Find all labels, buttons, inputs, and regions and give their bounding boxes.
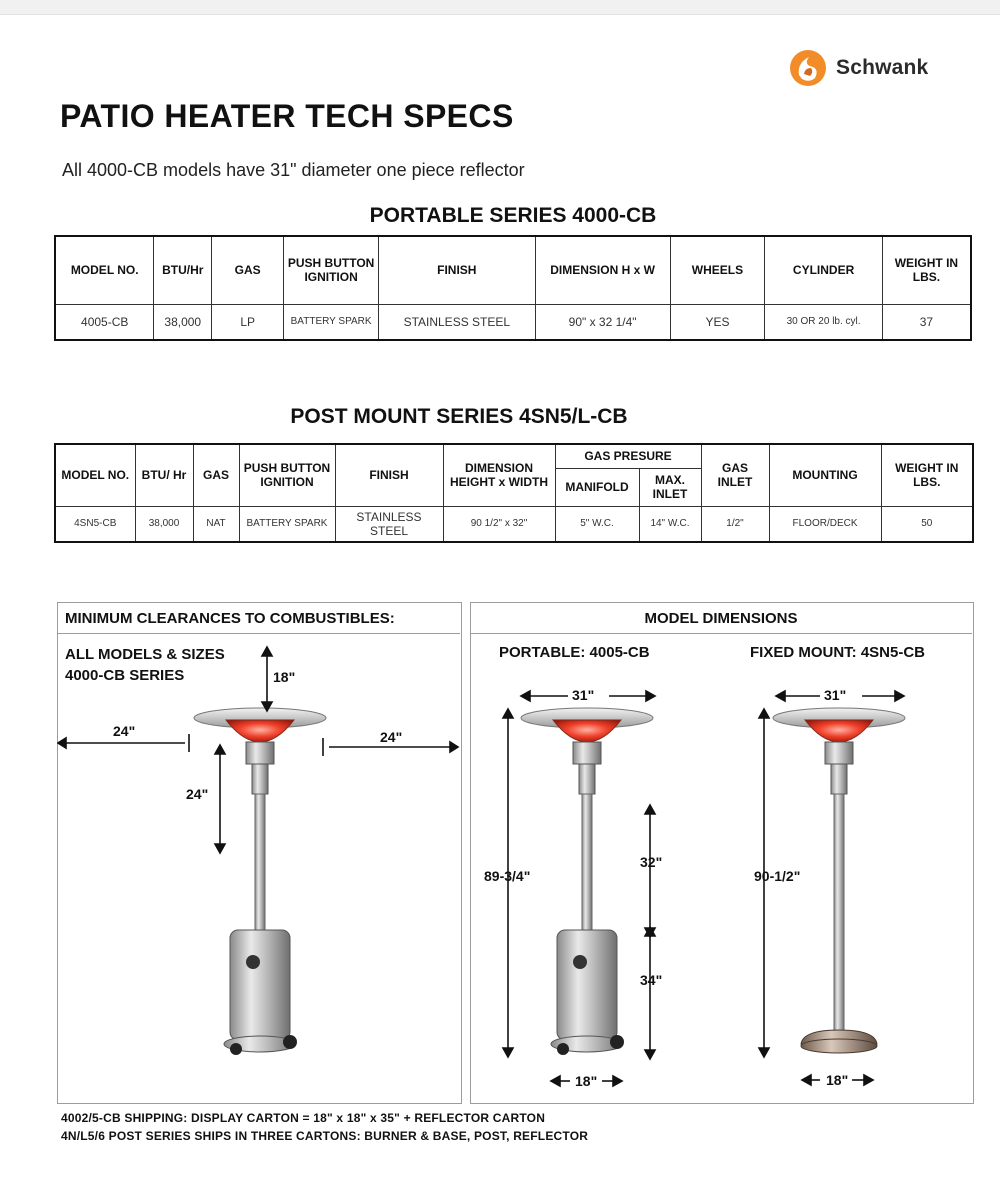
postmount-spec-table — [54, 443, 974, 543]
cell-max-inlet: 14" W.C. — [639, 506, 701, 542]
cell-gas: NAT — [193, 506, 239, 542]
portable-spec-table — [54, 235, 972, 341]
cell-finish: STAINLESS STEEL — [335, 506, 443, 542]
col-btu: BTU/ Hr — [135, 444, 193, 506]
portable-upper-value: 32" — [640, 854, 663, 870]
col-dimension: DIMENSION HEIGHT x WIDTH — [443, 444, 555, 506]
shipping-note-2: 4N/L5/6 POST SERIES SHIPS IN THREE CARTONS: BURNER & BASE, POST, REFLECTOR — [61, 1129, 589, 1143]
dimensions-heading: MODEL DIMENSIONS — [644, 610, 798, 627]
cell-mounting: FLOOR/DECK — [769, 506, 881, 542]
col-weight: WEIGHT IN LBS. — [882, 236, 971, 304]
portable-width-value: 31" — [572, 687, 595, 703]
portable-base-value: 18" — [575, 1073, 598, 1089]
col-ignition: PUSH BUTTON IGNITION — [239, 444, 335, 506]
cell-ignition: BATTERY SPARK — [239, 506, 335, 542]
cell-weight: 37 — [882, 304, 971, 340]
clearance-arrows — [57, 640, 460, 870]
clearance-below-value: 24" — [186, 786, 209, 802]
col-gas: GAS — [212, 236, 284, 304]
postmount-series-heading: POST MOUNT SERIES 4SN5/L-CB — [290, 405, 628, 428]
clearances-line2: 4000-CB SERIES — [65, 667, 185, 684]
clearances-heading: MINIMUM CLEARANCES TO COMBUSTIBLES: — [65, 610, 395, 627]
col-weight: WEIGHT IN LBS. — [881, 444, 973, 506]
brand-name: Schwank — [836, 56, 929, 79]
col-max-inlet: MAX. INLET — [639, 468, 701, 506]
clearances-line1: ALL MODELS & SIZES — [65, 646, 225, 663]
cell-gas: LP — [212, 304, 284, 340]
fixed-width-value: 31" — [824, 687, 847, 703]
col-finish: FINISH — [335, 444, 443, 506]
portable-series-heading: PORTABLE SERIES 4000-CB — [369, 204, 657, 227]
top-band — [0, 0, 1000, 15]
clearances-divider — [58, 633, 460, 634]
cell-finish: STAINLESS STEEL — [379, 304, 536, 340]
cell-cylinder: 30 OR 20 lb. cyl. — [765, 304, 882, 340]
col-finish: FINISH — [379, 236, 536, 304]
fixed-height-value: 90-1/2" — [754, 868, 801, 884]
portable-height-value: 89-3/4" — [484, 868, 531, 884]
cell-btu: 38,000 — [154, 304, 212, 340]
fixed-dimension-label: FIXED MOUNT: 4SN5-CB — [750, 644, 926, 661]
cell-dimension: 90" x 32 1/4" — [535, 304, 670, 340]
col-btu: BTU/Hr — [154, 236, 212, 304]
col-model: MODEL NO. — [55, 236, 154, 304]
portable-lower-value: 34" — [640, 972, 663, 988]
col-dimension: DIMENSION H x W — [535, 236, 670, 304]
col-cylinder: CYLINDER — [765, 236, 882, 304]
clearance-right-value: 24" — [380, 729, 403, 745]
portable-dimension-label: PORTABLE: 4005-CB — [499, 644, 650, 661]
clearance-top-value: 18" — [273, 669, 296, 685]
col-gas: GAS — [193, 444, 239, 506]
cell-dimension: 90 1/2" x 32" — [443, 506, 555, 542]
cell-btu: 38,000 — [135, 506, 193, 542]
cell-model: 4SN5-CB — [55, 506, 135, 542]
schwank-flame-icon — [788, 48, 828, 88]
cell-model: 4005-CB — [55, 304, 154, 340]
cell-gas-inlet: 1/2" — [701, 506, 769, 542]
dimensions-divider — [471, 633, 972, 634]
postmount-header-row — [55, 444, 973, 468]
cell-wheels: YES — [670, 304, 765, 340]
col-gas-inlet: GAS INLET — [701, 444, 769, 506]
col-ignition: PUSH BUTTON IGNITION — [284, 236, 379, 304]
brand-logo — [788, 48, 928, 88]
page-title: PATIO HEATER TECH SPECS — [60, 98, 514, 134]
col-model: MODEL NO. — [55, 444, 135, 506]
col-mounting: MOUNTING — [769, 444, 881, 506]
col-wheels: WHEELS — [670, 236, 765, 304]
fixed-base-value: 18" — [826, 1072, 849, 1088]
page-subtitle: All 4000-CB models have 31" diameter one piece reflector — [62, 160, 525, 180]
dimension-arrows — [470, 640, 972, 1100]
clearance-left-value: 24" — [113, 723, 136, 739]
portable-header-row — [55, 236, 971, 304]
table-row — [55, 506, 973, 542]
cell-manifold: 5" W.C. — [555, 506, 639, 542]
col-manifold: MANIFOLD — [555, 468, 639, 506]
cell-ignition: BATTERY SPARK — [284, 304, 379, 340]
cell-weight: 50 — [881, 506, 973, 542]
table-row — [55, 304, 971, 340]
shipping-note-1: 4002/5-CB SHIPPING: DISPLAY CARTON = 18" x 18" x 35" + REFLECTOR CARTON — [61, 1111, 546, 1125]
col-gas-pressure: GAS PRESURE — [555, 444, 701, 468]
